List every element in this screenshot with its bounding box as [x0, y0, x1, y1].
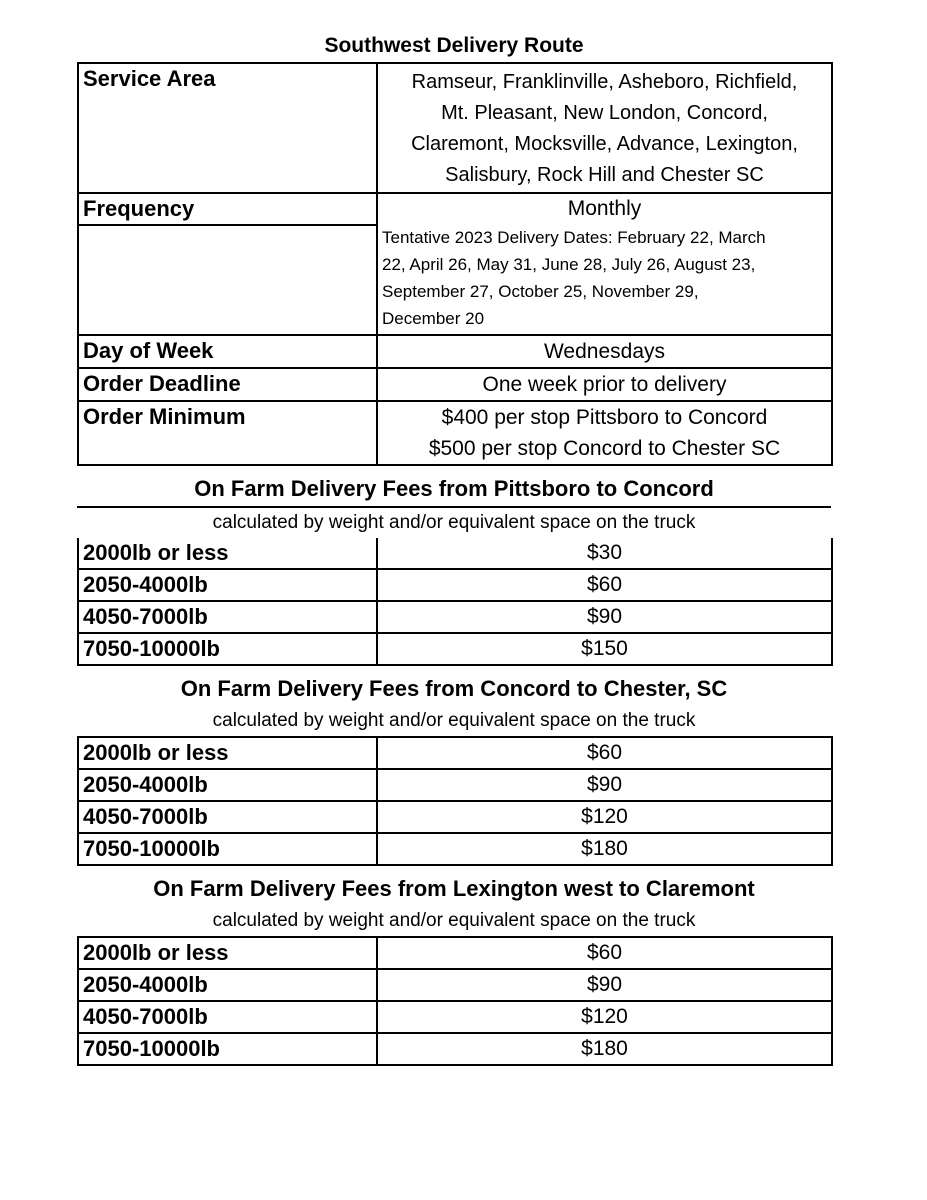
- fee-row: [78, 601, 832, 633]
- order-minimum-label: Order Minimum: [78, 401, 377, 465]
- service-area-line: Claremont, Mocksville, Advance, Lexington,: [411, 133, 798, 155]
- order-deadline-row: [78, 368, 832, 401]
- service-area-value: [377, 63, 832, 193]
- fee-table-lexington-claremont: [77, 936, 833, 1066]
- fee-amount: $60: [377, 737, 832, 769]
- fee-row: [78, 569, 832, 601]
- fee-amount: $60: [377, 569, 832, 601]
- fee-row: [78, 833, 832, 865]
- weight-range: 2050-4000lb: [78, 569, 377, 601]
- blank-cell: [78, 225, 377, 335]
- service-area-row: [78, 63, 832, 193]
- fee-row: [78, 801, 832, 833]
- frequency-label: Frequency: [78, 193, 377, 225]
- delivery-dates-line: 22, April 26, May 31, June 28, July 26, August 23,: [382, 255, 756, 274]
- order-minimum-row: [78, 401, 832, 465]
- delivery-dates-line: December 20: [382, 309, 485, 328]
- fee-amount: $120: [377, 1001, 832, 1033]
- fee-table-pittsboro-concord: [77, 538, 833, 666]
- frequency-row: [78, 193, 832, 225]
- fee-row: [78, 937, 832, 969]
- fee-amount: $180: [377, 833, 832, 865]
- service-area-line: Mt. Pleasant, New London, Concord,: [441, 102, 768, 124]
- fee-amount: $30: [377, 538, 832, 569]
- frequency-value-cell: [377, 193, 832, 335]
- fee-amount: $90: [377, 969, 832, 1001]
- service-area-line: Salisbury, Rock Hill and Chester SC: [445, 164, 764, 186]
- page-title: Southwest Delivery Route: [324, 34, 584, 57]
- weight-range: 2000lb or less: [78, 538, 377, 569]
- fee-amount: $120: [377, 801, 832, 833]
- fee-row: [78, 633, 832, 665]
- fee-row: [78, 769, 832, 801]
- fee-row: [78, 737, 832, 769]
- order-minimum-line: $500 per stop Concord to Chester SC: [428, 437, 781, 460]
- weight-range: 2000lb or less: [78, 937, 377, 969]
- day-of-week-value: Wednesdays: [377, 335, 832, 368]
- order-deadline-label: Order Deadline: [78, 368, 377, 401]
- weight-range: 2000lb or less: [78, 737, 377, 769]
- weight-range: 4050-7000lb: [78, 601, 377, 633]
- fee-row: [78, 1001, 832, 1033]
- weight-range: 7050-10000lb: [78, 633, 377, 665]
- order-deadline-value: One week prior to delivery: [377, 368, 832, 401]
- fee-table-concord-chester: [77, 736, 833, 866]
- order-minimum-value: [377, 401, 832, 465]
- weight-range: 4050-7000lb: [78, 1001, 377, 1033]
- delivery-dates-line: Tentative 2023 Delivery Dates: February 22, March: [382, 228, 766, 247]
- fee-row: [78, 1033, 832, 1065]
- weight-range: 7050-10000lb: [78, 833, 377, 865]
- weight-range: 4050-7000lb: [78, 801, 377, 833]
- delivery-dates-line: September 27, October 25, November 29,: [382, 282, 699, 301]
- fee-amount: $90: [377, 769, 832, 801]
- fee-row: [78, 538, 832, 569]
- day-of-week-label: Day of Week: [78, 335, 377, 368]
- order-minimum-line: $400 per stop Pittsboro to Concord: [441, 406, 768, 429]
- weight-range: 2050-4000lb: [78, 769, 377, 801]
- service-area-line: Ramseur, Franklinville, Asheboro, Richfield,: [411, 71, 798, 93]
- fee-section-title: On Farm Delivery Fees from Lexington west to Claremont: [153, 876, 755, 901]
- weight-range: 2050-4000lb: [78, 969, 377, 1001]
- fee-row: [78, 969, 832, 1001]
- fee-section-subtitle: calculated by weight and/or equivalent space on the truck: [212, 910, 696, 931]
- delivery-route-document: [77, 30, 831, 1066]
- fee-section-title: On Farm Delivery Fees from Pittsboro to Concord: [194, 476, 714, 501]
- fee-amount: $60: [377, 937, 832, 969]
- fee-section-title: On Farm Delivery Fees from Concord to Chester, SC: [180, 676, 728, 701]
- route-info-table: [77, 62, 833, 466]
- fee-section-subtitle: calculated by weight and/or equivalent space on the truck: [212, 710, 696, 731]
- day-of-week-row: [78, 335, 832, 368]
- weight-range: 7050-10000lb: [78, 1033, 377, 1065]
- service-area-label: Service Area: [78, 63, 377, 193]
- fee-amount: $180: [377, 1033, 832, 1065]
- frequency-value: Monthly: [567, 197, 642, 220]
- fee-amount: $150: [377, 633, 832, 665]
- fee-section-subtitle: calculated by weight and/or equivalent space on the truck: [212, 512, 696, 533]
- fee-amount: $90: [377, 601, 832, 633]
